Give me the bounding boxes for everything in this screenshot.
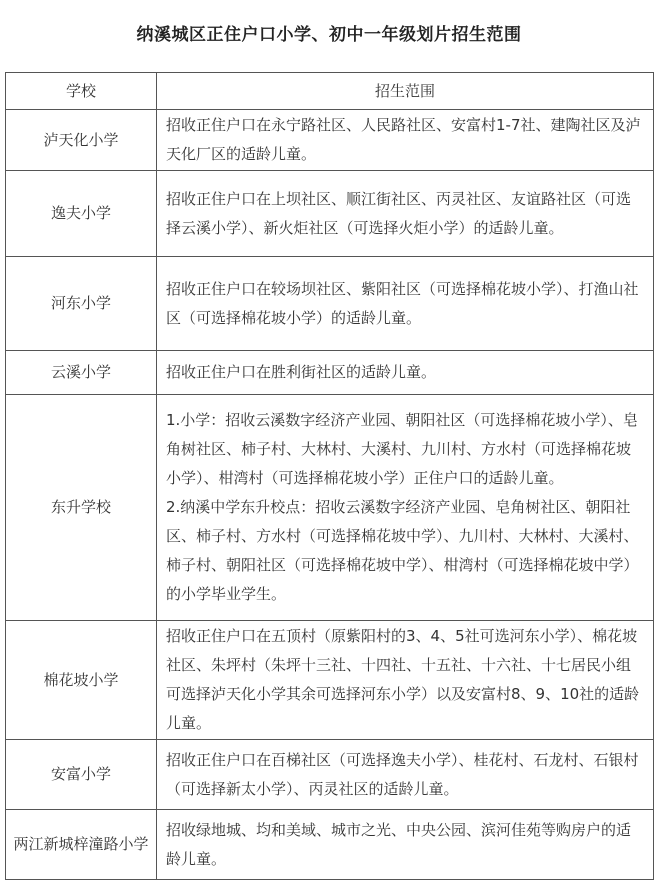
table-row <box>6 257 654 351</box>
scope-paragraph: 1.小学：招收云溪数字经济产业园、朝阳社区（可选择棉花坡小学）、皂角树社区、柿子村、大林村、大溪村、九川村、方水村（可选择棉花坡小学）、柑湾村（可选择棉花坡小学）正住户口的适龄儿童。 <box>166 411 638 487</box>
header-school: 学校 <box>6 73 157 110</box>
school-name-cell: 河东小学 <box>6 257 157 351</box>
table-row <box>6 621 654 740</box>
school-name-cell: 泸天化小学 <box>6 110 157 171</box>
scope-paragraph: 招收正住户口在五顶村（原紫阳村的3、4、5社可选河东小学）、棉花坡社区、朱坪村（朱坪十三社、十四社、十五社、十六社、十七居民小组可选择泸天化小学其余可选择河东小学）以及安富村8、9、10社的适龄儿童。 <box>166 627 640 732</box>
enrollment-scope-cell <box>157 395 654 621</box>
table-row <box>6 171 654 257</box>
scope-paragraph: 2.纳溪中学东升校点：招收云溪数字经济产业园、皂角树社区、朝阳社区、柿子村、方水村（可选择棉花坡中学）、九川村、大林村、大溪村、柿子村、朝阳社区（可选择棉花坡中学）、柑湾村（可选择棉花坡中学）的小学毕业学生。 <box>166 498 639 603</box>
table-row <box>6 351 654 395</box>
enrollment-scope-cell <box>157 257 654 351</box>
header-scope: 招生范围 <box>157 73 654 110</box>
scope-paragraph: 招收正住户口在百梯社区（可选择逸夫小学）、桂花村、石龙村、石银村（可选择新太小学）、丙灵社区的适龄儿童。 <box>166 750 639 798</box>
table-row <box>6 395 654 621</box>
scope-paragraph: 招收正住户口在永宁路社区、人民路社区、安富村1-7社、建陶社区及泸天化厂区的适龄儿童。 <box>166 116 641 163</box>
school-name-cell: 云溪小学 <box>6 351 157 395</box>
table-row <box>6 110 654 171</box>
table-row <box>6 810 654 880</box>
enrollment-scope-cell <box>157 171 654 257</box>
school-name-cell: 逸夫小学 <box>6 171 157 257</box>
page-title: 纳溪城区正住户口小学、初中一年级划片招生范围 <box>136 25 522 45</box>
table-body <box>6 110 654 880</box>
enrollment-scope-cell <box>157 810 654 880</box>
enrollment-scope-cell <box>157 351 654 395</box>
table-header-row <box>6 73 654 110</box>
scope-paragraph: 招收正住户口在较场坝社区、紫阳社区（可选择棉花坡小学）、打渔山社区（可选择棉花坡小学）的适龄儿童。 <box>166 279 639 327</box>
enrollment-scope-cell <box>157 110 654 171</box>
enrollment-table <box>5 72 654 880</box>
scope-paragraph: 招收正住户口在上坝社区、顺江街社区、丙灵社区、友谊路社区（可选择云溪小学）、新火炬社区（可选择火炬小学）的适龄儿童。 <box>166 189 632 237</box>
enrollment-scope-cell <box>157 740 654 810</box>
scope-paragraph: 招收绿地城、均和美域、城市之光、中央公园、滨河佳苑等购房户的适龄儿童。 <box>166 820 632 868</box>
table-row <box>6 740 654 810</box>
school-name-cell: 安富小学 <box>6 740 157 810</box>
scope-paragraph: 招收正住户口在胜利街社区的适龄儿童。 <box>166 363 437 381</box>
school-name-cell: 东升学校 <box>6 395 157 621</box>
school-name-cell: 两江新城梓潼路小学 <box>6 810 157 880</box>
school-name-cell: 棉花坡小学 <box>6 621 157 740</box>
enrollment-scope-cell <box>157 621 654 740</box>
